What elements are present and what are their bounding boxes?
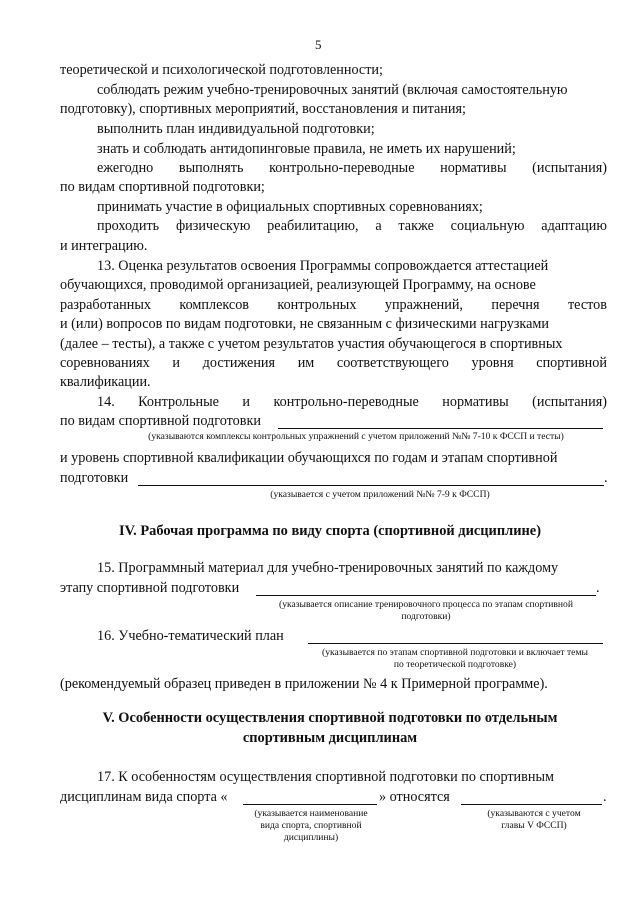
text-line: выполнить план индивидуальной подготовки;	[97, 121, 375, 137]
text-line: соблюдать режим учебно-тренировочных занятий (включая самостоятельную	[97, 82, 568, 98]
word: реабилитацию,	[267, 218, 359, 234]
text-line: 16. Учебно-тематический план	[97, 628, 284, 644]
text-line: теоретической и психологической подготовленности;	[60, 62, 383, 78]
word: а	[375, 218, 382, 234]
section-heading: спортивным дисциплинам	[242, 730, 418, 746]
text-line: подготовки	[60, 470, 129, 486]
text-line: и уровень спортивной квалификации обучающихся по годам и этапам спортивной	[60, 450, 558, 466]
word: также	[398, 218, 434, 234]
hint-text: (указывается с учетом приложений №№ 7-9 к ФССП)	[270, 489, 490, 500]
word: тестов	[567, 297, 607, 313]
section-heading: V. Особенности осуществления спортивной подготовки по отдельным	[102, 710, 558, 726]
word: достижения	[202, 355, 276, 371]
text-line: и интеграцию.	[60, 238, 148, 254]
text-line: 15. Программный материал для учебно-тренировочных занятий по каждому	[97, 560, 559, 576]
hint-text: (указывается наименование	[254, 808, 368, 819]
word: (испытания)	[532, 394, 607, 410]
text-line-justified	[60, 355, 607, 372]
fill-in-line	[243, 804, 377, 805]
text-line-justified	[97, 160, 607, 177]
text-line: дисциплинам вида спорта «	[60, 789, 228, 805]
word: уровня	[471, 355, 514, 371]
hint-text: (указываются с учетом	[487, 808, 581, 819]
hint-text: подготовки)	[401, 611, 451, 622]
section-heading: IV. Рабочая программа по виду спорта (спортивной дисциплине)	[119, 523, 541, 539]
word: проходить	[97, 218, 160, 234]
text-line: (рекомендуемый образец приведен в приложении № 4 к Примерной программе).	[60, 676, 548, 692]
text-line: » относятся	[379, 789, 450, 805]
word: и	[172, 355, 181, 371]
word: комплексов	[179, 297, 249, 313]
word: нормативы	[440, 160, 507, 176]
word: и	[242, 394, 250, 410]
word: социальную	[450, 218, 525, 234]
hint-text: (указываются комплексы контрольных упражнений с учетом приложений №№ 7-10 к ФССП и тесты)	[148, 431, 564, 442]
text-line: 17. К особенностям осуществления спортивной подготовки по спортивным	[97, 769, 554, 785]
word: спортивной	[536, 355, 607, 371]
page-number: 5	[315, 37, 322, 52]
text-line: и (или) вопросов по видам подготовки, не связанным с физическими нагрузками	[60, 316, 549, 332]
text-line: 13. Оценка результатов освоения Программы сопровождается аттестацией	[97, 258, 549, 274]
word: упражнений,	[384, 297, 463, 313]
word: контрольных	[277, 297, 357, 313]
fill-in-line	[256, 595, 596, 596]
text-line: .	[604, 470, 608, 486]
text-line-justified	[97, 218, 607, 235]
word: 14.	[97, 394, 115, 410]
hint-text: дисциплины)	[283, 832, 339, 843]
fill-in-line	[461, 804, 602, 805]
text-line: квалификации.	[60, 374, 151, 390]
word: ежегодно	[97, 160, 154, 176]
text-line: .	[596, 580, 600, 596]
text-line: .	[603, 789, 607, 805]
hint-text: (указывается по этапам спортивной подготовки и включает темы	[322, 647, 588, 658]
word: контрольно-переводные	[273, 394, 419, 410]
fill-in-line	[278, 428, 603, 429]
hint-text: вида спорта, спортивной	[260, 820, 362, 831]
fill-in-line	[308, 643, 603, 644]
hint-text: по теоретической подготовке)	[393, 659, 517, 670]
text-line: обучающихся, проводимой организацией, реализующей Программу, на основе	[60, 277, 536, 293]
word: им	[297, 355, 315, 371]
text-line-justified	[60, 297, 607, 314]
text-line: знать и соблюдать антидопинговые правила, не иметь их нарушений;	[97, 141, 516, 157]
text-line: подготовку), спортивных мероприятий, восстановления и питания;	[60, 101, 466, 117]
hint-text: (указывается описание тренировочного процесса по этапам спортивной	[279, 599, 573, 610]
hint-text: главы V ФССП)	[501, 820, 567, 831]
word: выполнять	[178, 160, 244, 176]
text-line: принимать участие в официальных спортивных соревнованиях;	[97, 199, 483, 215]
text-line: (далее – тесты), а также с учетом результатов участия обучающегося в спортивных	[60, 336, 563, 352]
word: физическую	[175, 218, 251, 234]
text-line-justified	[97, 394, 607, 411]
word: адаптацию	[541, 218, 607, 234]
word: Контрольные	[138, 394, 219, 410]
word: (испытания)	[532, 160, 607, 176]
text-line: по видам спортивной подготовки	[60, 413, 261, 429]
word: контрольно-переводные	[269, 160, 415, 176]
text-line: этапу спортивной подготовки	[60, 580, 240, 596]
word: соответствующего	[336, 355, 449, 371]
word: перечня	[491, 297, 540, 313]
text-line: по видам спортивной подготовки;	[60, 179, 265, 195]
word: разработанных	[60, 297, 151, 313]
fill-in-line	[138, 485, 604, 486]
word: соревнованиях	[60, 355, 150, 371]
word: нормативы	[442, 394, 509, 410]
